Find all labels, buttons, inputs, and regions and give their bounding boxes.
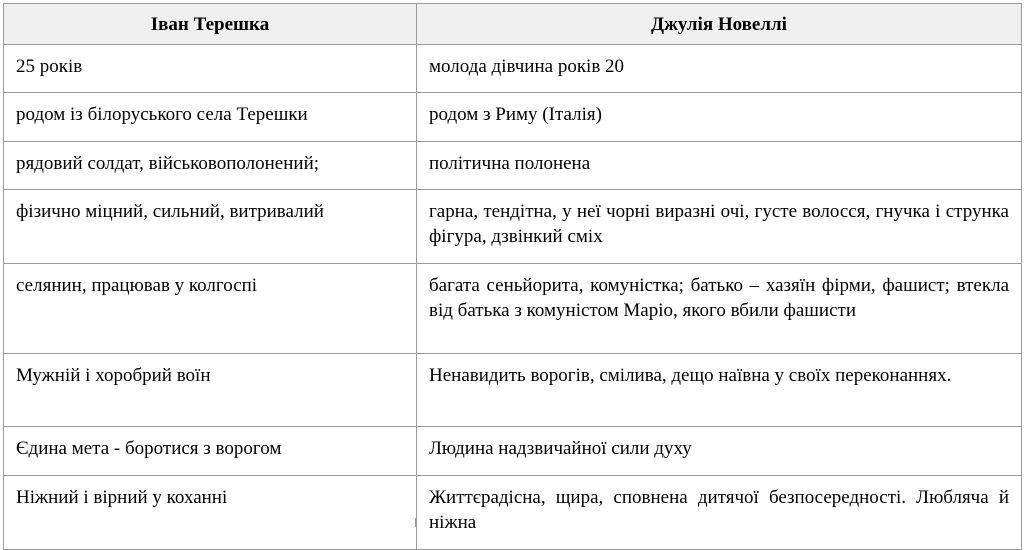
table-row [4,264,1022,354]
ivan-cell: Єдина мета - боротися з ворогом [4,427,417,476]
header-row [4,4,1022,45]
ivan-cell: 25 років [4,45,417,93]
julia-cell: політична полонена [417,142,1022,190]
table-row [4,476,1022,550]
header-julia-novelli: Джулія Новеллі [417,4,1022,45]
table-row [4,93,1022,142]
ivan-cell: фізично міцний, сильний, витривалий [4,190,417,264]
julia-cell: Людина надзвичайної сили духу [417,427,1022,476]
table-row [4,45,1022,93]
julia-cell: багата сеньйорита, комуністка; батько – хазяїн фірми, фашист; втекла від батька з комуністом Маріо, якого вбили фашисти [417,264,1022,354]
ivan-cell: родом із білоруського села Терешки [4,93,417,142]
header-ivan-tereshka: Іван Терешка [4,4,417,45]
julia-cell: молода дівчина років 20 [417,45,1022,93]
table-body [4,45,1022,550]
julia-cell: Життєрадісна, щира, сповнена дитячої безпосередності. Любляча й ніжна [417,476,1022,550]
table-row [4,190,1022,264]
julia-cell: Ненавидить ворогів, смілива, дещо наївна у своїх переконаннях. [417,354,1022,427]
table-row [4,427,1022,476]
ivan-cell: селянин, працював у колгоспі [4,264,417,354]
julia-cell: родом з Риму (Італія) [417,93,1022,142]
table-row [4,354,1022,427]
character-comparison-table [3,3,1022,550]
ivan-cell: рядовий солдат, військовополонений; [4,142,417,190]
table-row [4,142,1022,190]
table-header [4,4,1022,45]
ivan-cell: Мужній і хоробрий воїн [4,354,417,427]
ivan-cell: Ніжний і вірний у коханні [4,476,417,550]
julia-cell: гарна, тендітна, у неї чорні виразні очі, густе волосся, гнучка і струнка фігура, дзвінкий сміх [417,190,1022,264]
table-continuation-edge [3,518,416,527]
